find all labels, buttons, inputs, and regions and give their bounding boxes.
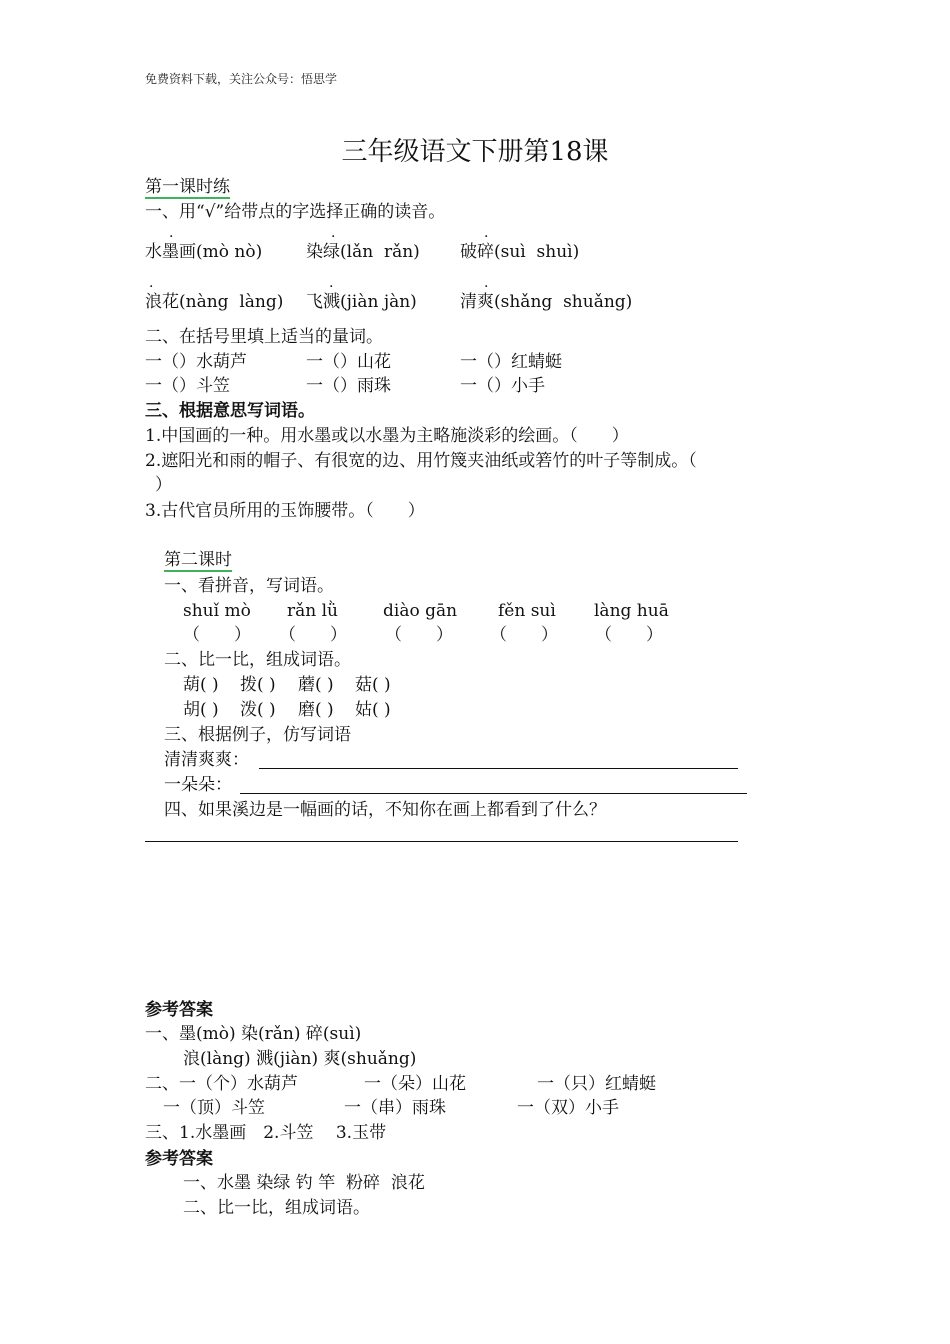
l2-q3-prompt: 三、根据例子，仿写词语 <box>164 725 351 745</box>
l2-q2-item: 泼( ) <box>240 700 276 720</box>
l1-q1-option: 飞溅(jiàn jàn) <box>306 292 417 312</box>
l2-q2-item: 拨( ) <box>240 675 276 695</box>
emphasis-dot: . <box>169 225 174 241</box>
answer-line-text: 一（只）红蜻蜓 <box>537 1074 656 1094</box>
l2-q1-blank: （ ） <box>279 625 347 645</box>
answer-line-text: 二、一（个）水葫芦 <box>145 1074 298 1094</box>
l2-q1-pinyin: rǎn lǜ <box>287 601 338 621</box>
l2-q1-blank: （ ） <box>490 625 558 645</box>
l1-q2-item: 一（）小手 <box>460 376 545 396</box>
l2-q2-item: 葫( ) <box>183 675 219 695</box>
answer-line-text: 一、墨(mò) 染(rǎn) 碎(suì) <box>145 1024 362 1044</box>
answer-line-text: 二、比一比，组成词语。 <box>183 1198 370 1218</box>
l2-q1-blank: （ ） <box>385 625 453 645</box>
l1-q3-prompt: 三、根据意思写词语。 <box>145 401 315 421</box>
l2-q1-pinyin: làng huā <box>594 601 669 621</box>
l1-q2-item: 一（）雨珠 <box>306 376 391 396</box>
answer-line-text: 一（朵）山花 <box>364 1074 466 1094</box>
l2-q4-prompt: 四、如果溪边是一幅画的话，不知你在画上都看到了什么？ <box>164 800 606 820</box>
l2-q2-prompt: 二、比一比，组成词语。 <box>164 650 351 670</box>
l1-q3-item: 2.遮阳光和雨的帽子、有很宽的边、用竹篾夹油纸或箬竹的叶子等制成。（ <box>145 451 697 471</box>
l2-q1-blank: （ ） <box>183 625 251 645</box>
answers-heading: 参考答案 <box>145 1000 213 1020</box>
answer-line <box>240 793 747 794</box>
page-title: 三年级语文下册第18课 <box>341 137 609 167</box>
l2-q1-pinyin: fěn suì <box>498 601 556 621</box>
emphasis-dot: . <box>329 275 334 291</box>
l1-q3-item-cont: ） <box>155 475 172 495</box>
answer-line-text: 一、水墨 染绿 钓 竿 粉碎 浪花 <box>183 1173 425 1193</box>
l1-q3-item: 1.中国画的一种。用水墨或以水墨为主略施淡彩的绘画。（ ） <box>145 426 629 446</box>
l2-q1-pinyin: shuǐ mò <box>183 601 251 621</box>
l2-q3-example: 清清爽爽： <box>164 750 249 770</box>
l1-q1-option: 破碎(suì shuì) <box>460 242 580 262</box>
emphasis-dot: . <box>484 275 489 291</box>
lesson2-heading: 第二课时 <box>164 550 232 570</box>
answer-line <box>145 841 738 842</box>
l2-q1-prompt: 一、看拼音，写词语。 <box>164 576 334 596</box>
l2-q3-example: 一朵朵： <box>164 775 232 795</box>
lesson1-heading: 第一课时练 <box>145 177 230 197</box>
l1-q1-option: 水墨画(mò nò) <box>145 242 263 262</box>
header-note: 免费资料下载，关注公众号：悟思学 <box>145 72 338 86</box>
l1-q2-prompt: 二、在括号里填上适当的量词。 <box>145 327 383 347</box>
l1-q1-prompt: 一、用“√”给带点的字选择正确的读音。 <box>145 202 446 222</box>
l2-q2-item: 蘑( ) <box>298 675 334 695</box>
l2-q2-item: 磨( ) <box>298 700 334 720</box>
l1-q2-item: 一（）斗笠 <box>145 376 230 396</box>
emphasis-dot: . <box>484 225 489 241</box>
l1-q2-item: 一（）水葫芦 <box>145 352 247 372</box>
answer-line-text: 一（双）小手 <box>517 1098 619 1118</box>
l1-q3-item: 3.古代官员所用的玉饰腰带。（ ） <box>145 501 425 521</box>
l2-q1-pinyin: diào gān <box>383 601 458 621</box>
l2-q1-blank: （ ） <box>595 625 663 645</box>
l1-q1-option: 浪花(nàng làng) <box>145 292 284 312</box>
emphasis-dot: . <box>149 275 154 291</box>
l2-q2-item: 菇( ) <box>355 675 391 695</box>
answers-heading: 参考答案 <box>145 1149 213 1169</box>
l2-q2-item: 姑( ) <box>355 700 391 720</box>
answer-line <box>259 768 738 769</box>
answer-line-text: 一（串）雨珠 <box>344 1098 446 1118</box>
l2-q2-item: 胡( ) <box>183 700 219 720</box>
answer-line-text: 浪(làng) 溅(jiàn) 爽(shuǎng) <box>183 1049 417 1069</box>
answer-line-text: 三、1.水墨画 2.斗笠 3.玉带 <box>145 1123 387 1143</box>
l1-q1-option: 清爽(shǎng shuǎng) <box>460 292 633 312</box>
l1-q2-item: 一（）山花 <box>306 352 391 372</box>
answer-line-text: 一（顶）斗笠 <box>163 1098 265 1118</box>
l1-q2-item: 一（）红蜻蜓 <box>460 352 562 372</box>
l1-q1-option: 染绿(lǎn rǎn) <box>306 242 420 262</box>
emphasis-dot: . <box>331 225 336 241</box>
